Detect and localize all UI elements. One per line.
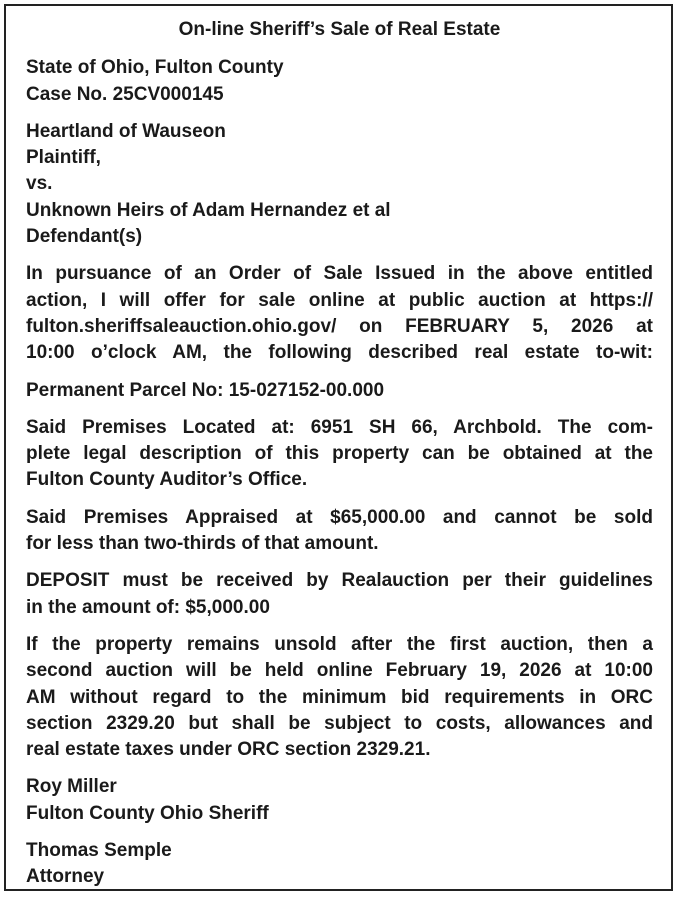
plaintiff-label: Plaintiff,	[26, 147, 101, 169]
versus-label: vs.	[26, 173, 53, 195]
sheriff-signature	[26, 774, 653, 827]
appraisal-line: Said Premises Appraised at $65,000.00 and cannot be sold	[26, 506, 653, 528]
second-auction-line: second auction will be held online February 19, 2026 at 10:00	[26, 660, 653, 682]
second-auction-line: If the property remains unsold after the first auction, then a	[26, 633, 653, 655]
defendant-name: Unknown Heirs of Adam Hernandez et al	[26, 199, 391, 221]
state-county: State of Ohio, Fulton County	[26, 57, 284, 79]
location-line: Fulton County Auditor’s Office.	[26, 469, 308, 491]
location-paragraph	[26, 415, 653, 494]
deposit-line: in the amount of: $5,000.00	[26, 596, 270, 618]
sheriff-title: Fulton County Ohio Sheriff	[26, 802, 269, 824]
second-auction-paragraph	[26, 632, 653, 763]
legal-notice	[4, 4, 673, 891]
parcel-line: Permanent Parcel No: 15-027152-00.000	[26, 379, 385, 401]
order-line: action, I will offer for sale online at public auction at https://	[26, 289, 653, 311]
attorney-title: Attorney	[26, 866, 105, 888]
appraisal-paragraph	[26, 505, 653, 558]
order-paragraph	[26, 261, 653, 366]
parcel-number	[26, 378, 653, 404]
location-line: Said Premises Located at: 6951 SH 66, Archbold. The com-	[26, 416, 653, 438]
court-block	[26, 55, 653, 108]
second-auction-line: real estate taxes under ORC section 2329.21.	[26, 739, 431, 761]
order-line: In pursuance of an Order of Sale Issued in the above entitled	[26, 263, 653, 285]
case-number: Case No. 25CV000145	[26, 83, 224, 105]
sheriff-name: Roy Miller	[26, 776, 117, 798]
location-line: plete legal description of this property can be obtained at the	[26, 443, 653, 465]
appraisal-line: for less than two-thirds of that amount.	[26, 533, 379, 555]
order-line: 10:00 o’clock AM, the following described real estate to-wit:	[26, 342, 653, 364]
deposit-line: DEPOSIT must be received by Realauction per their guidelines	[26, 570, 653, 592]
deposit-paragraph	[26, 568, 653, 621]
second-auction-line: section 2329.20 but shall be subject to costs, allowances and	[26, 712, 653, 734]
plaintiff-name: Heartland of Wauseon	[26, 120, 226, 142]
parties-block	[26, 119, 653, 250]
attorney-signature	[26, 838, 653, 891]
second-auction-line: AM without regard to the minimum bid requirements in ORC	[26, 686, 653, 708]
notice-title: On-line Sheriff’s Sale of Real Estate	[178, 19, 501, 40]
order-line: fulton.sheriffsaleauction.ohio.gov/ on FEBRUARY 5, 2026 at	[26, 315, 653, 337]
defendant-label: Defendant(s)	[26, 226, 143, 248]
attorney-name: Thomas Semple	[26, 840, 172, 862]
